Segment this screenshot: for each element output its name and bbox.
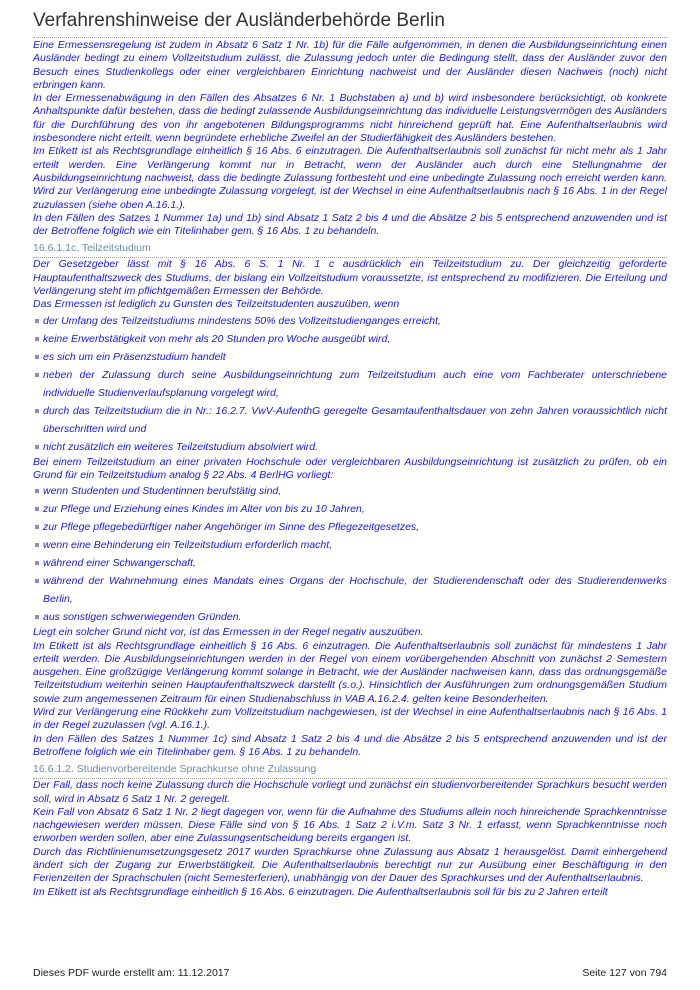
bullet-icon — [35, 561, 39, 565]
title-divider — [33, 37, 667, 38]
list-item — [33, 608, 667, 626]
bullet-icon — [35, 615, 39, 619]
bullet-icon — [35, 507, 39, 511]
bullet-icon — [35, 579, 39, 583]
section-paragraph: Liegt ein solcher Grund nicht vor, ist das Ermessen in der Regel negativ auszuüben. — [33, 626, 424, 639]
list-item-text: es sich um ein Präsenzstudium handelt — [43, 350, 226, 363]
list-item-text: nicht zusätzlich ein weiteres Teilzeitstudium absolviert wird. — [43, 440, 319, 453]
reasons-list — [33, 482, 667, 626]
list-item — [33, 330, 667, 348]
bullet-icon — [35, 543, 39, 547]
section-paragraph: Durch das Richtlinienumsetzungsgesetz 2017 wurden Sprachkurse ohne Zulassung aus Absatz 1 herausgelöst. Damit einhergehend ändert sich der Zugang zur Erwerbstätigkeit. Die Aufenthaltserlaubnis berechtigt nur zur Ausübung einer Beschäftigung in den Ferienzeiten der Sprachschulen (nicht Semesterferien), unabhängig von der Dauer des Sprachkurses und der Aufenthaltserlaubnis. — [33, 845, 667, 885]
list-item — [33, 348, 667, 366]
list-item-text: zur Pflege pflegebedürftiger naher Angehöriger im Sinne des Pflegezeitgesetzes, — [43, 521, 420, 534]
section-paragraph: In den Fällen des Satzes 1 Nummer 1c) sind Absatz 1 Satz 2 bis 4 und die Absätze 2 bis 5 entsprechend anzuwenden und ist der Betroffene folglich wie ein Titelinhaber gem. § 16 Abs. 1 zu behandeln. — [33, 732, 667, 758]
intro-paragraph: In der Ermessenabwägung in den Fällen des Absatzes 6 Nr. 1 Buchstaben a) und b) wird insbesondere berücksichtigt, ob konkrete Anhaltspunkte dafür bestehen, dass die bedingt zulassende Ausbildungseinrichtung das individuelle Leistungsvermögen des Ausländers für die Durchführung des von ihr angebotenen Bildungsprogramms nicht hinreichend geprüft hat. Eine Aufenthaltserlaubnis wird insbesondere nicht erteilt, wenn begründete erhebliche Zweifel an der Studierfähigkeit des Ausländers bestehen. — [33, 92, 667, 145]
list-item-text: zur Pflege und Erziehung eines Kindes im Alter von bis zu 10 Jahren, — [43, 503, 365, 516]
section-paragraph: Kein Fall von Absatz 6 Satz 1 Nr. 2 liegt dagegen vor, wenn für die Aufnahme des Studiums allein noch hinreichende Sprachkenntnisse nachgewiesen werden müssen. Diese Fälle sind von § 16 Abs. 1 Satz 2 i.V.m. Satz 3 Nr. 1 erfasst, wenn Sprachkenntnisse noch erworben werden sollen, aber eine Zulassungsentscheidung bereits ergangen ist. — [33, 805, 667, 845]
list-item — [33, 572, 667, 608]
section-paragraph: Im Etikett ist als Rechtsgrundlage einheitlich § 16 Abs. 6 einzutragen. Die Aufenthaltserlaubnis soll zunächst für mindestens 1 Jahr erteilt werden. Die Ausbildungseinrichtungen werden in der Regel von einem vorübergehenden Abschnitt von zunächst 2 Semestern ausgehen. Eine großzügige Verlängerung kommt solange in Betracht, wie der Ausländer nachweisen kann, dass das ordnungsgemäße Teilzeitstudium weiterhin seinen Hauptaufenthaltszweck darstellt (s.o.). Hinsichtlich der Ausführungen zum ordnungsgemäßen Studium sowie zum angemessenen Zeitraum für einen Studienabschluss in VAB A.16.2.4. gelten keine Besonderheiten. — [33, 639, 667, 705]
section-heading-sprachkurse: 16.6.1.2. Studienvorbereitende Sprachkurse ohne Zulassung — [33, 763, 667, 779]
bullet-icon — [35, 525, 39, 529]
list-item-text: wenn Studenten und Studentinnen berufstätig sind, — [43, 485, 282, 498]
list-item — [33, 482, 667, 500]
list-item — [33, 554, 667, 572]
list-item — [33, 312, 667, 330]
list-item-text: während der Wahrnehmung eines Mandats eines Organs der Hochschule, der Studierendenschaft oder des Studierendenwerks Berlin, — [43, 575, 667, 606]
bullet-icon — [35, 373, 39, 377]
list-item — [33, 518, 667, 536]
bullet-icon — [35, 319, 39, 323]
section-paragraph: Bei einem Teilzeitstudium an einer privaten Hochschule oder vergleichbaren Ausbildungseinrichtung ist zusätzlich zu prüfen, ob ein Grund für ein Teilzeitstudium analog § 22 Abs. 4 BerlHG vorliegt: — [33, 455, 667, 481]
intro-paragraph: Im Etikett ist als Rechtsgrundlage einheitlich § 16 Abs. 6 einzutragen. Die Aufenthaltserlaubnis soll zunächst für nicht mehr als 1 Jahr erteilt werden. Eine Verlängerung kommt nur in Betracht, wenn der Ausländer auch durch eine Stellungnahme der Ausbildungseinrichtung nachweist, dass die bedingte Zulassung fortbesteht und eine unbedingte Zulassung noch erreicht werden kann. Wird zur Verlängerung eine unbedingte Zulassung vorgelegt, ist der Wechsel in eine Aufenthaltserlaubnis nach § 16 Abs. 1 in der Regel zuzulassen (siehe oben A.16.1.). — [33, 145, 667, 211]
bullet-icon — [35, 409, 39, 413]
section-paragraph: Im Etikett ist als Rechtsgrundlage einheitlich § 16 Abs. 6 einzutragen. Die Aufenthaltserlaubnis soll für bis zu 2 Jahren erteilt — [33, 885, 608, 898]
list-item-text: während einer Schwangerschaft, — [43, 557, 196, 570]
footer-created-date: Dieses PDF wurde erstellt am: 11.12.2017 — [33, 967, 230, 979]
bullet-icon — [35, 489, 39, 493]
list-item — [33, 402, 667, 438]
section-paragraph: Der Gesetzgeber lässt mit § 16 Abs. 6 S. 1 Nr. 1 c ausdrücklich ein Teilzeitstudium zu. Der gleichzeitig geforderte Hauptaufenthaltszweck des Studiums, der bislang ein Vollzeitstudium voraussetzte, ist entsprechend zu modifizieren. Die Erteilung und Verlängerung steht im pflichtgemäßen Ermessen der Behörde. — [33, 258, 667, 298]
list-item-text: neben der Zulassung durch seine Ausbildungseinrichtung zum Teilzeitstudium auch eine vom Fachberater unterschriebene individuelle Studienverlaufsplanung vorgelegt wird, — [43, 368, 667, 399]
list-item — [33, 536, 667, 554]
list-item-text: wenn eine Behinderung ein Teilzeitstudium erforderlich macht, — [43, 539, 333, 552]
conditions-list — [33, 312, 667, 456]
list-item-text: der Umfang des Teilzeitstudiums mindestens 50% des Vollzeitstudienganges erreicht, — [43, 314, 441, 327]
list-item-text: keine Erwerbstätigkeit von mehr als 20 Stunden pro Woche ausgeübt wird, — [43, 332, 391, 345]
page-title: Verfahrenshinweise der Ausländerbehörde Berlin — [33, 10, 445, 31]
document-body — [33, 39, 667, 899]
list-item-text: durch das Teilzeitstudium die in Nr.: 16.2.7. VwV-AufenthG geregelte Gesamtaufenthaltsdauer von zehn Jahren voraussichtlich nicht überschritten wird und — [43, 404, 667, 435]
section-paragraph: Das Ermessen ist lediglich zu Gunsten des Teilzeitstudenten auszuüben, wenn — [33, 298, 400, 311]
bullet-icon — [35, 445, 39, 449]
intro-paragraph: Eine Ermessensregelung ist zudem in Absatz 6 Satz 1 Nr. 1b) für die Fälle aufgenommen, in denen die Ausbildungseinrichtung einen Ausländer bedingt zu einem Vollzeitstudium zulässt, die Zulassung jedoch unter die Bedingung stellt, dass der Ausländer zuvor den Besuch eines Studienkollegs oder einer vergleichbaren Einrichtung nachweist und der Ausländer diesen Nachweis (noch) nicht erbringen kann. — [33, 39, 667, 91]
section-paragraph: Der Fall, dass noch keine Zulassung durch die Hochschule vorliegt und zunächst ein studienvorbereitender Sprachkurs besucht werden soll, wird in Absatz 6 Satz 1 Nr. 2 geregelt. — [33, 779, 667, 805]
list-item — [33, 438, 667, 456]
section-paragraph: Wird zur Verlängerung eine Rückkehr zum Vollzeitstudium nachgewiesen, ist der Wechsel in eine Aufenthaltserlaubnis nach § 16 Abs. 1 in der Regel zuzulassen (vgl. A.16.1.). — [33, 706, 667, 732]
bullet-icon — [35, 355, 39, 359]
list-item — [33, 500, 667, 518]
list-item-text: aus sonstigen schwerwiegenden Gründen. — [43, 611, 242, 624]
section-heading-teilzeitstudium: 16.6.1.1c. Teilzeitstudium — [33, 242, 667, 258]
intro-paragraph: In den Fällen des Satzes 1 Nummer 1a) und 1b) sind Absatz 1 Satz 2 bis 4 und die Absätze 2 bis 5 entsprechend anzuwenden und ist der Betroffene folglich wie ein Titelinhaber gem. § 16 Abs. 1 zu behandeln. — [33, 211, 667, 238]
list-item — [33, 366, 667, 402]
footer-page-number: Seite 127 von 794 — [582, 967, 667, 979]
bullet-icon — [35, 337, 39, 341]
